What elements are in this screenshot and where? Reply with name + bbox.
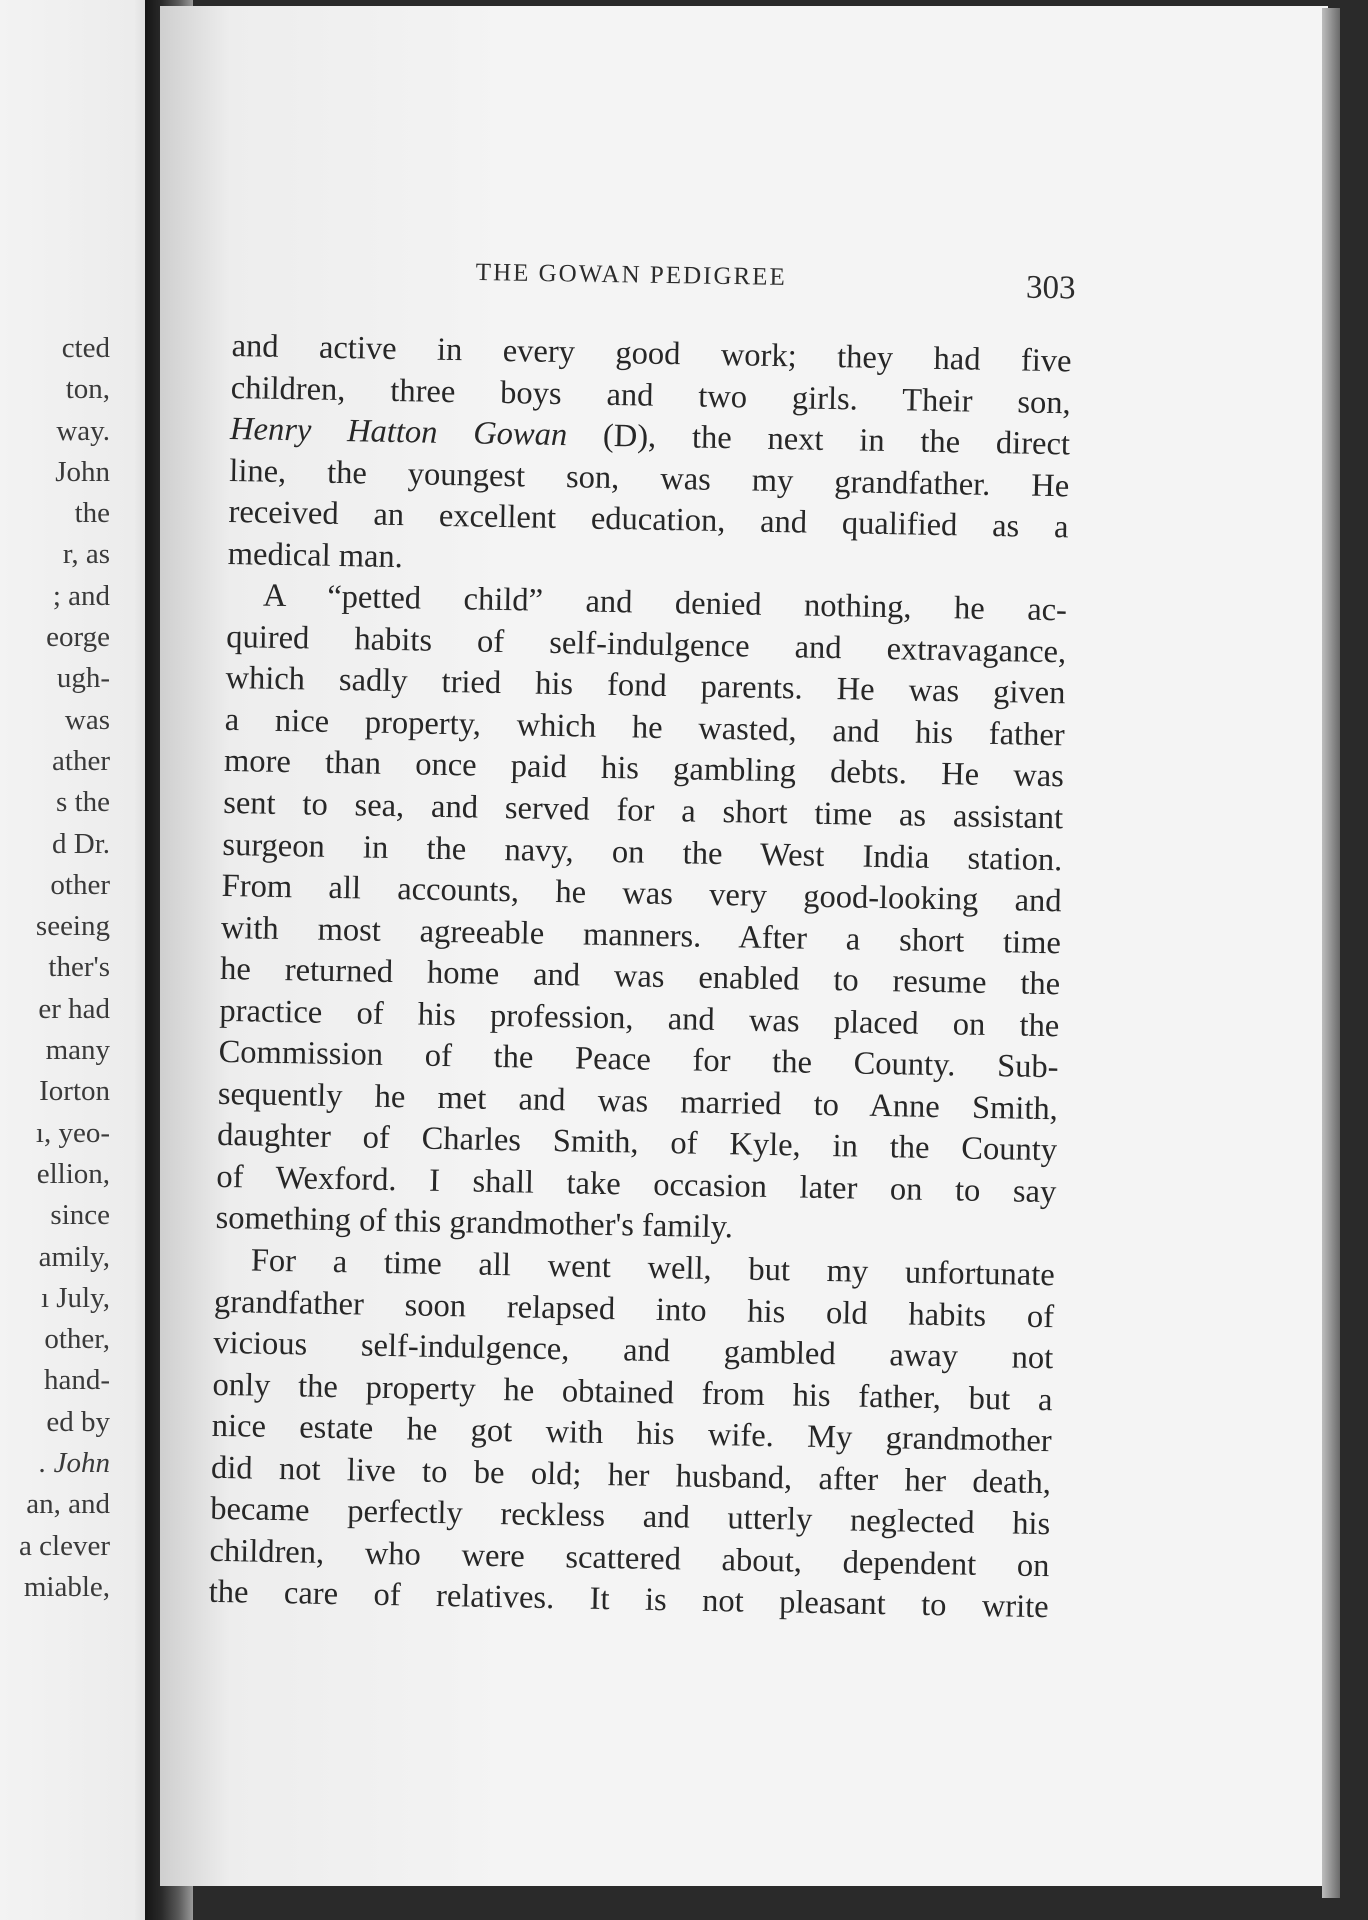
- text-line: he returned home and was enabled to resume the: [219, 951, 1061, 1003]
- text-line: children, who were scattered about, dependent on: [209, 1532, 1050, 1585]
- text-line: received an excellent education, and qualified as a: [228, 494, 1069, 546]
- left-page-text: [19, 328, 110, 1608]
- text-line: surgeon in the navy, on the West India station.: [222, 826, 1063, 878]
- left-line: other,: [44, 1323, 110, 1356]
- left-line: r, as: [62, 538, 110, 571]
- text-line: sequently he met and was married to Anne Smith,: [217, 1075, 1059, 1128]
- text-line: Commission of the Peace for the County. Sub-: [218, 1034, 1059, 1086]
- left-line: the: [74, 497, 110, 530]
- left-line: ellion,: [36, 1157, 110, 1190]
- text-line: A “petted child” and denied nothing, he ac-: [262, 577, 1068, 629]
- text-line: only the property he obtained from his father, but a: [212, 1366, 1053, 1418]
- left-line: ı July,: [40, 1281, 110, 1314]
- left-line: er had: [38, 992, 110, 1025]
- page-edge: [1322, 8, 1340, 1898]
- left-line: amily,: [38, 1240, 110, 1273]
- left-line: an, and: [26, 1488, 110, 1521]
- left-line: ı, yeo-: [35, 1116, 110, 1149]
- body-text: [208, 326, 1071, 1629]
- text-line: the care of relatives. It is not pleasant to write: [208, 1574, 1049, 1626]
- text-line: grandfather soon relapsed into his old habits of: [213, 1283, 1055, 1335]
- text-line: with most agreeable manners. After a short time: [220, 909, 1062, 961]
- text-line: For a time all went well, but my unfortunate: [250, 1242, 1056, 1294]
- left-line: seeing: [35, 910, 110, 943]
- text-line: line, the youngest son, was my grandfather. He: [229, 452, 1070, 505]
- left-line: . John: [39, 1447, 110, 1480]
- left-line: was: [64, 703, 110, 736]
- left-line: eorge: [46, 621, 110, 654]
- text-line: a nice property, which he wasted, and his father: [224, 701, 1065, 754]
- left-line: hand-: [43, 1364, 110, 1397]
- left-line: way.: [56, 414, 110, 447]
- left-line: John: [55, 455, 110, 488]
- text-line: practice of his profession, and was placed on the: [219, 992, 1060, 1045]
- person-name: Henry Hatton Gowan: [229, 411, 568, 454]
- text-line: which sadly tried his fond parents. He was given: [225, 660, 1066, 712]
- text-line: more than once paid his gambling debts. He was: [223, 743, 1065, 795]
- text-line: something of this grandmother's family.: [215, 1200, 734, 1246]
- page-number: 303: [1025, 269, 1076, 307]
- text-line: vicious self-indulgence, and gambled away not: [213, 1324, 1054, 1377]
- text-line: became perfectly reckless and utterly neglected his: [209, 1491, 1051, 1543]
- left-line: Iorton: [39, 1075, 110, 1108]
- left-page: [0, 0, 158, 1920]
- left-line: a clever: [19, 1529, 110, 1562]
- text-line: sent to sea, and served for a short time as assistant: [222, 784, 1064, 837]
- text-line: quired habits of self-indulgence and extravagance,: [225, 618, 1067, 671]
- left-line: other: [50, 868, 110, 901]
- running-head: THE GOWAN PEDIGREE: [475, 259, 787, 291]
- left-line: ugh-: [56, 662, 110, 695]
- text-line: did not live to be old; her husband, after her death,: [210, 1449, 1052, 1501]
- left-line: ton,: [65, 373, 110, 406]
- left-line: since: [50, 1199, 110, 1232]
- text-line: medical man.: [227, 535, 404, 575]
- text-line: children, three boys and two girls. Their son,: [230, 369, 1072, 421]
- left-line: s the: [56, 786, 110, 819]
- text-line: of Wexford. I shall take occasion later on to say: [216, 1158, 1057, 1211]
- left-line: ; and: [52, 579, 110, 612]
- text-line: nice estate he got with his wife. My grandmother: [211, 1408, 1053, 1460]
- left-line: many: [45, 1034, 110, 1067]
- left-line: ther's: [48, 951, 110, 984]
- left-line: d Dr.: [52, 827, 110, 860]
- text-line: From all accounts, he was very good-looking and: [221, 868, 1062, 920]
- left-line: cted: [61, 332, 110, 364]
- text-line: and active in every good work; they had five: [231, 327, 1072, 380]
- left-line: ed by: [46, 1405, 110, 1438]
- text-line: daughter of Charles Smith, of Kyle, in the County: [216, 1117, 1058, 1169]
- left-line: ather: [52, 744, 110, 777]
- text-span: (D), the next in the direct: [566, 417, 1071, 463]
- left-line: miable,: [23, 1570, 110, 1603]
